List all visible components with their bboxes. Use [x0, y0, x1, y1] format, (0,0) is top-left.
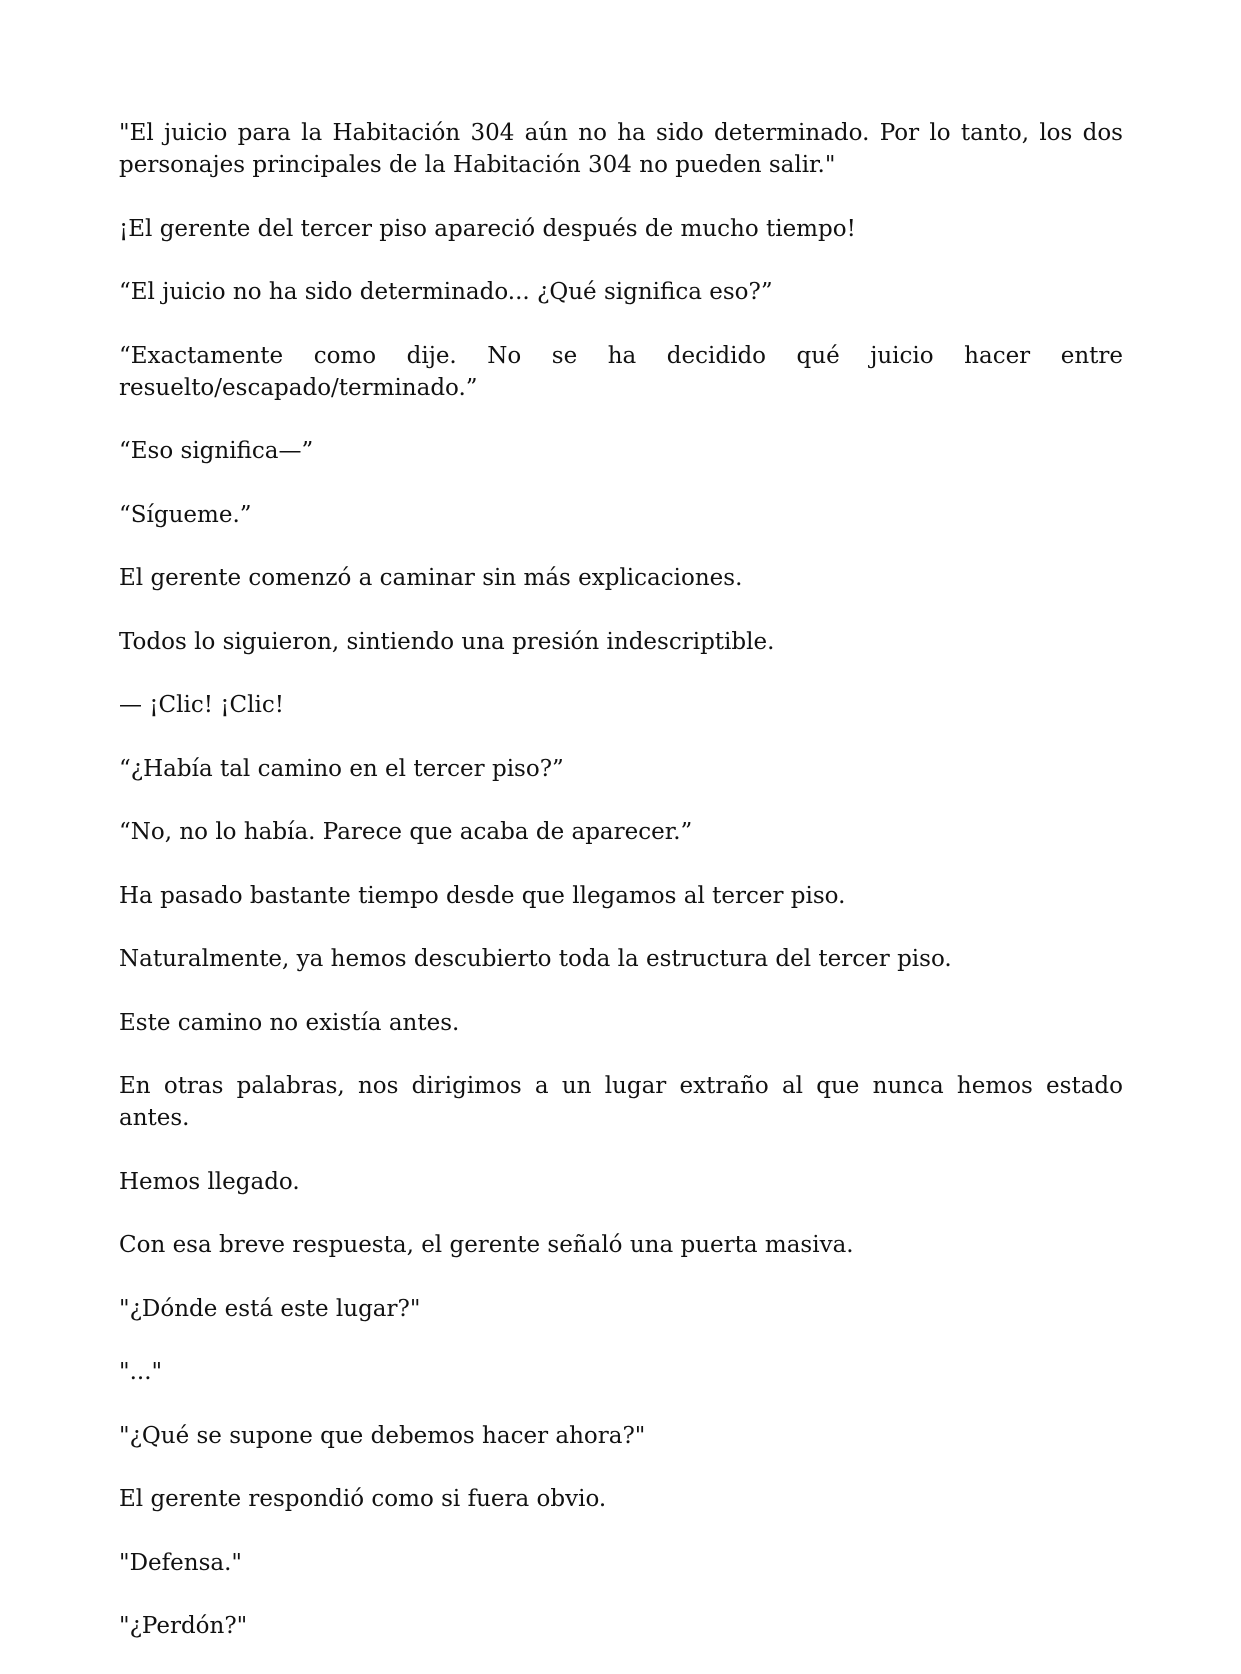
paragraph: En otras palabras, nos dirigimos a un lugar extraño al que nunca hemos estado antes.: [119, 1073, 1123, 1131]
paragraph: “Sígueme.”: [119, 501, 252, 528]
paragraph: El gerente comenzó a caminar sin más explicaciones.: [119, 565, 743, 591]
document-page: [119, 117, 1123, 1674]
paragraph: “No, no lo había. Parece que acaba de aparecer.”: [119, 819, 693, 845]
paragraph: — ¡Clic! ¡Clic!: [119, 692, 284, 718]
paragraph: "El juicio para la Habitación 304 aún no ha sido determinado. Por lo tanto, los dos personajes principales de la Habitación 304 no pueden salir.": [119, 120, 1123, 178]
paragraph: Todos lo siguieron, sintiendo una presión indescriptible.: [119, 628, 775, 655]
paragraph: “Exactamente como dije. No se ha decidido qué juicio hacer entre resuelto/escapado/terminado.”: [119, 342, 1123, 401]
paragraph: “Eso significa—”: [119, 438, 314, 464]
paragraph: Este camino no existía antes.: [119, 1009, 460, 1036]
paragraph: Naturalmente, ya hemos descubierto toda la estructura del tercer piso.: [119, 946, 952, 972]
paragraph: "¿Qué se supone que debemos hacer ahora?": [119, 1422, 646, 1449]
paragraph: “El juicio no ha sido determinado... ¿Qué significa eso?”: [119, 279, 773, 305]
paragraph: "¿Perdón?": [119, 1613, 248, 1639]
paragraph: "Defensa.": [119, 1549, 242, 1576]
paragraph: Hemos llegado.: [119, 1168, 300, 1195]
paragraph: "¿Dónde está este lugar?": [119, 1295, 421, 1322]
paragraph: Ha pasado bastante tiempo desde que llegamos al tercer piso.: [119, 882, 846, 909]
paragraph: Con esa breve respuesta, el gerente señaló una puerta masiva.: [119, 1232, 854, 1258]
paragraph: "...": [119, 1359, 163, 1385]
paragraph: ¡El gerente del tercer piso apareció después de mucho tiempo!: [119, 215, 856, 242]
paragraph: “¿Había tal camino en el tercer piso?”: [119, 755, 564, 782]
paragraph: El gerente respondió como si fuera obvio.: [119, 1486, 607, 1512]
